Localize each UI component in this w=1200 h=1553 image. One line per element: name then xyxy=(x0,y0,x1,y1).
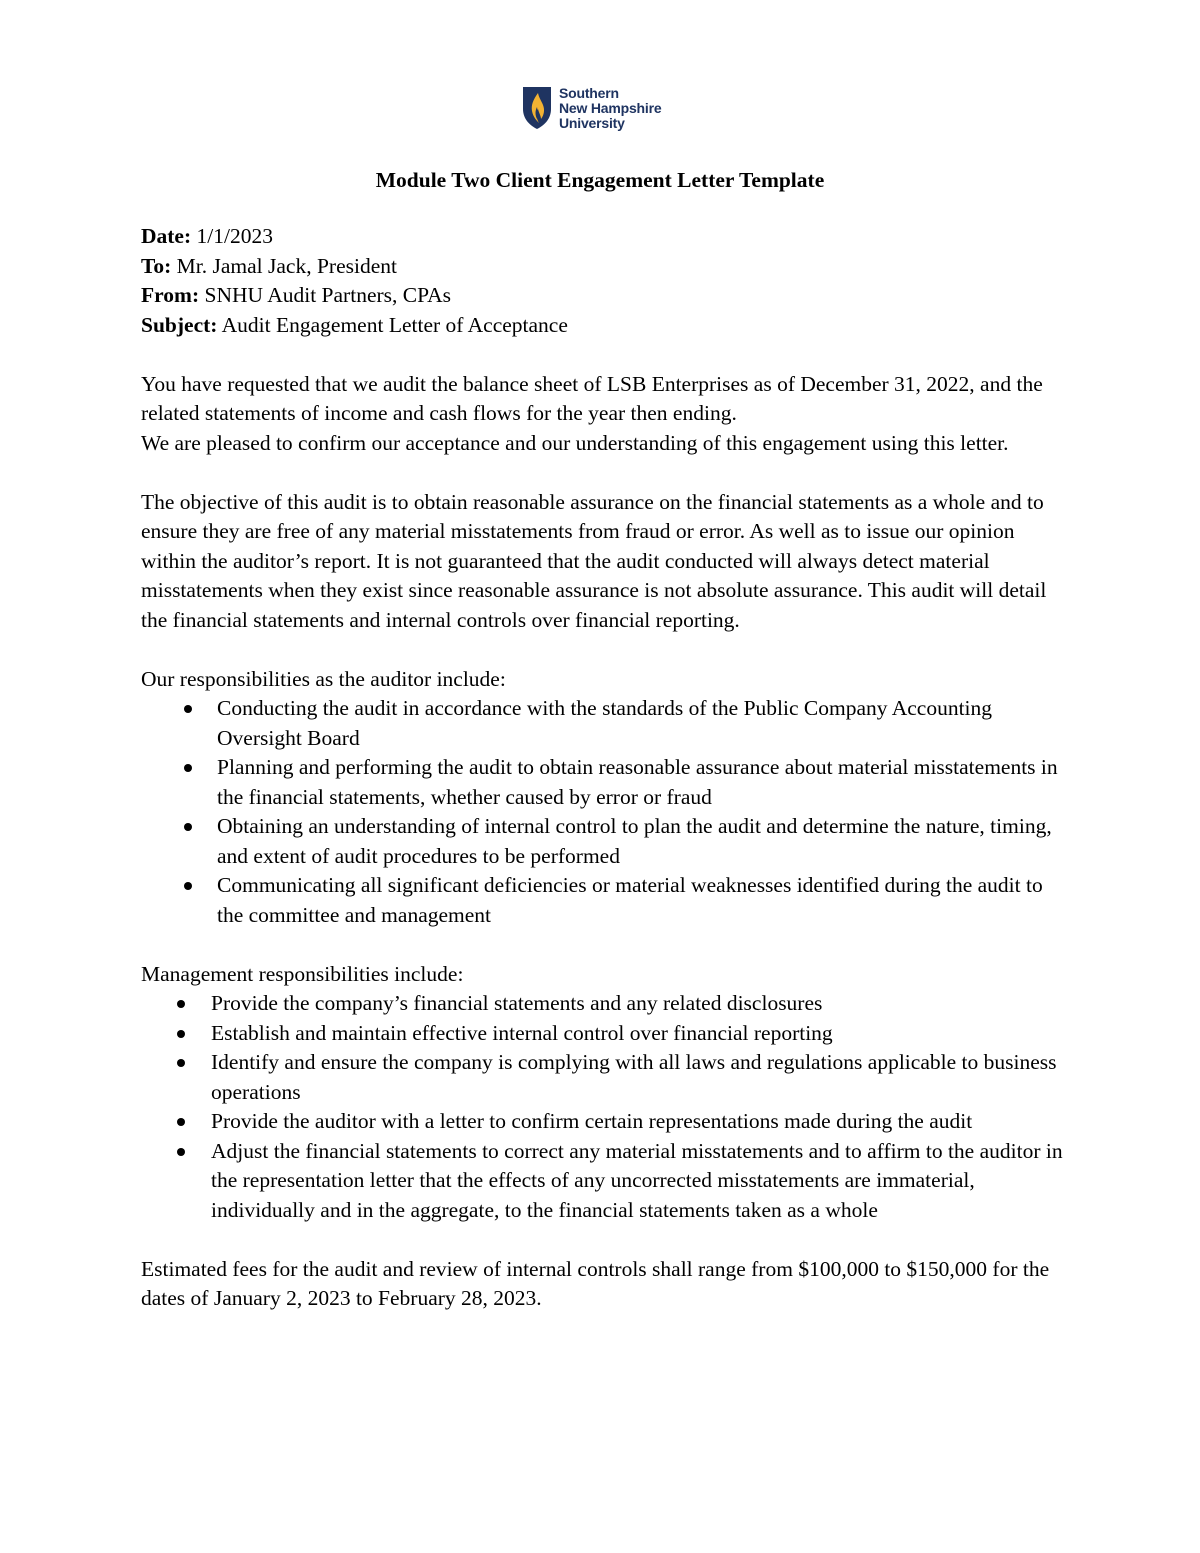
date-label: Date: xyxy=(141,224,192,248)
document-title: Module Two Client Engagement Letter Template xyxy=(375,168,825,192)
list-item xyxy=(141,871,1071,930)
management-responsibilities-list xyxy=(141,989,1071,1225)
list-item xyxy=(141,1137,1071,1226)
subject-label: Subject: xyxy=(141,312,218,337)
bullet-icon xyxy=(177,1059,185,1067)
logo-wordmark xyxy=(559,86,661,131)
to-label: To: xyxy=(141,253,172,278)
list-item-text: Planning and performing the audit to obtain reasonable assurance about material misstatements in the financial statements, whether caused by error or fraud xyxy=(217,755,1058,809)
from-label: From: xyxy=(141,283,200,307)
bullet-icon xyxy=(177,1118,185,1126)
bullet-icon xyxy=(184,882,192,890)
list-item xyxy=(141,812,1071,871)
objective-paragraph: The objective of this audit is to obtain reasonable assurance on the financial statements as a whole and to ensure they are free of any material misstatements from fraud or error. As well as to issue our opinion within the auditor’s report. It is not guaranteed that the audit conducted will always detect material misstatements when they exist since reasonable assurance is not absolute assurance. This audit will detail the financial statements and internal controls over financial reporting. xyxy=(141,489,1047,632)
logo-line-3: University xyxy=(559,114,625,131)
list-item xyxy=(141,989,1071,1019)
from-line xyxy=(141,281,1071,311)
list-item-text: Conducting the audit in accordance with the standards of the Public Company Accounting Oversight Board xyxy=(217,696,993,750)
auditor-responsibilities-list xyxy=(141,694,1071,930)
date-value: 1/1/2023 xyxy=(196,224,273,248)
logo-line-2: New Hampshire xyxy=(559,99,662,116)
subject-value: Audit Engagement Letter of Acceptance xyxy=(221,312,568,337)
shield-flame-icon xyxy=(521,85,553,131)
list-item-text: Identify and ensure the company is complying with all laws and regulations applicable to business operations xyxy=(211,1050,1057,1104)
list-item xyxy=(141,1048,1071,1107)
list-item-text: Provide the company’s financial statements and any related disclosures xyxy=(211,991,823,1015)
to-value: Mr. Jamal Jack, President xyxy=(176,253,397,278)
list-item xyxy=(141,753,1071,812)
date-line xyxy=(141,222,1071,252)
bullet-icon xyxy=(184,764,192,772)
fees-paragraph: Estimated fees for the audit and review of internal controls shall range from $100,000 to $150,000 for the dates of January 2, 2023 to February 28, 2023. xyxy=(141,1256,1050,1310)
university-logo xyxy=(521,84,661,132)
list-item xyxy=(141,694,1071,753)
list-item-text: Communicating all significant deficiencies or material weaknesses identified during the audit to the committee and management xyxy=(217,873,1043,927)
list-item-text: Establish and maintain effective internal control over financial reporting xyxy=(211,1020,833,1045)
bullet-icon xyxy=(184,823,192,831)
auditor-responsibilities-intro: Our responsibilities as the auditor include: xyxy=(141,666,506,691)
subject-line xyxy=(141,311,1071,341)
from-value: SNHU Audit Partners, CPAs xyxy=(204,283,451,307)
bullet-icon xyxy=(177,1030,185,1038)
to-line xyxy=(141,252,1071,282)
confirm-paragraph: We are pleased to confirm our acceptance and our understanding of this engagement using this letter. xyxy=(141,430,1009,455)
list-item xyxy=(141,1107,1071,1137)
management-responsibilities-intro: Management responsibilities include: xyxy=(141,961,464,986)
bullet-icon xyxy=(184,705,192,713)
list-item-text: Obtaining an understanding of internal control to plan the audit and determine the nature, timing, and extent of audit procedures to be performed xyxy=(217,814,1052,868)
letter-body xyxy=(141,222,1071,1314)
bullet-icon xyxy=(177,1000,185,1008)
bullet-icon xyxy=(177,1148,185,1156)
logo-line-1: Southern xyxy=(559,84,619,101)
list-item xyxy=(141,1019,1071,1049)
list-item-text: Adjust the financial statements to correct any material misstatements and to affirm to the auditor in the representation letter that the effects of any uncorrected misstatements are immaterial, individually and in the aggregate, to the financial statements taken as a whole xyxy=(211,1138,1063,1222)
list-item-text: Provide the auditor with a letter to confirm certain representations made during the audit xyxy=(211,1109,973,1133)
request-paragraph: You have requested that we audit the balance sheet of LSB Enterprises as of December 31, 2022, and the related statements of income and cash flows for the year then ending. xyxy=(141,371,1043,425)
